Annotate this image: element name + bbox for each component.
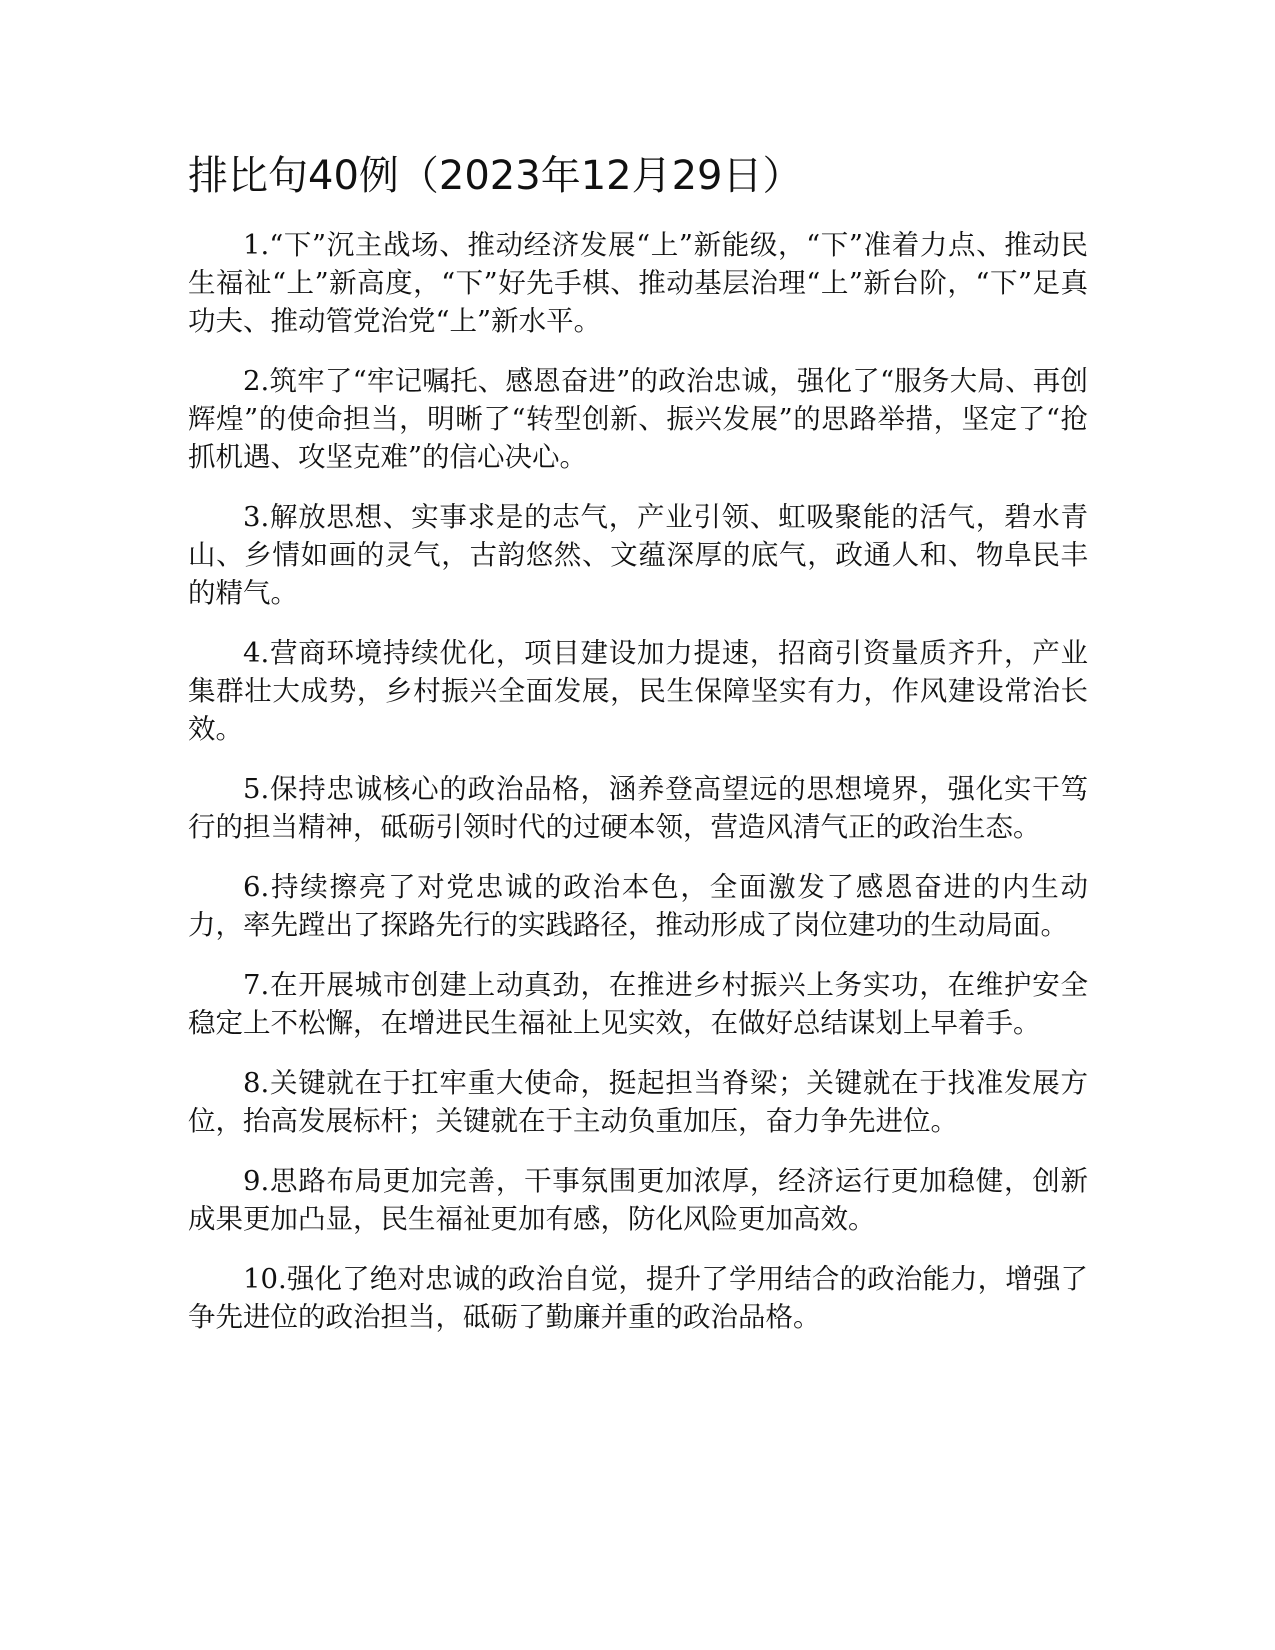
paragraph-1: 1.“下”沉主战场、推动经济发展“上”新能级，“下”准着力点、推动民生福祉“上”新高度，“下”好先手棋、推动基层治理“上”新台阶，“下”足真功夫、推动管党治党“上”新水平。 [188, 229, 1088, 337]
paragraph-8: 8.关键就在于扛牢重大使命，挺起担当脊梁；关键就在于找准发展方位，抬高发展标杆；关键就在于主动负重加压，奋力争先进位。 [188, 1067, 1088, 1137]
paragraph-10: 10.强化了绝对忠诚的政治自觉，提升了学用结合的政治能力，增强了争先进位的政治担当，砥砺了勤廉并重的政治品格。 [188, 1263, 1088, 1333]
paragraph-6: 6.持续擦亮了对党忠诚的政治本色，全面激发了感恩奋进的内生动力，率先蹚出了探路先行的实践路径，推动形成了岗位建功的生动局面。 [188, 871, 1088, 941]
paragraph-3: 3.解放思想、实事求是的志气，产业引领、虹吸聚能的活气，碧水青山、乡情如画的灵气，古韵悠然、文蕴深厚的底气，政通人和、物阜民丰的精气。 [188, 501, 1088, 609]
paragraph-4: 4.营商环境持续优化，项目建设加力提速，招商引资量质齐升，产业集群壮大成势，乡村振兴全面发展，民生保障坚实有力，作风建设常治长效。 [188, 637, 1088, 745]
page-title: 排比句40例（2023年12月29日） [188, 153, 803, 199]
paragraph-5: 5.保持忠诚核心的政治品格，涵养登高望远的思想境界，强化实干笃行的担当精神，砥砺引领时代的过硬本领，营造风清气正的政治生态。 [188, 773, 1088, 843]
paragraph-2: 2.筑牢了“牢记嘱托、感恩奋进”的政治忠诚，强化了“服务大局、再创辉煌”的使命担当，明晰了“转型创新、振兴发展”的思路举措，坚定了“抢抓机遇、攻坚克难”的信心决心。 [188, 365, 1088, 473]
paragraph-7: 7.在开展城市创建上动真劲，在推进乡村振兴上务实功，在维护安全稳定上不松懈，在增进民生福祉上见实效，在做好总结谋划上早着手。 [188, 969, 1088, 1039]
paragraph-9: 9.思路布局更加完善，干事氛围更加浓厚，经济运行更加稳健，创新成果更加凸显，民生福祉更加有感，防化风险更加高效。 [188, 1165, 1088, 1235]
document-body [188, 226, 1088, 1358]
